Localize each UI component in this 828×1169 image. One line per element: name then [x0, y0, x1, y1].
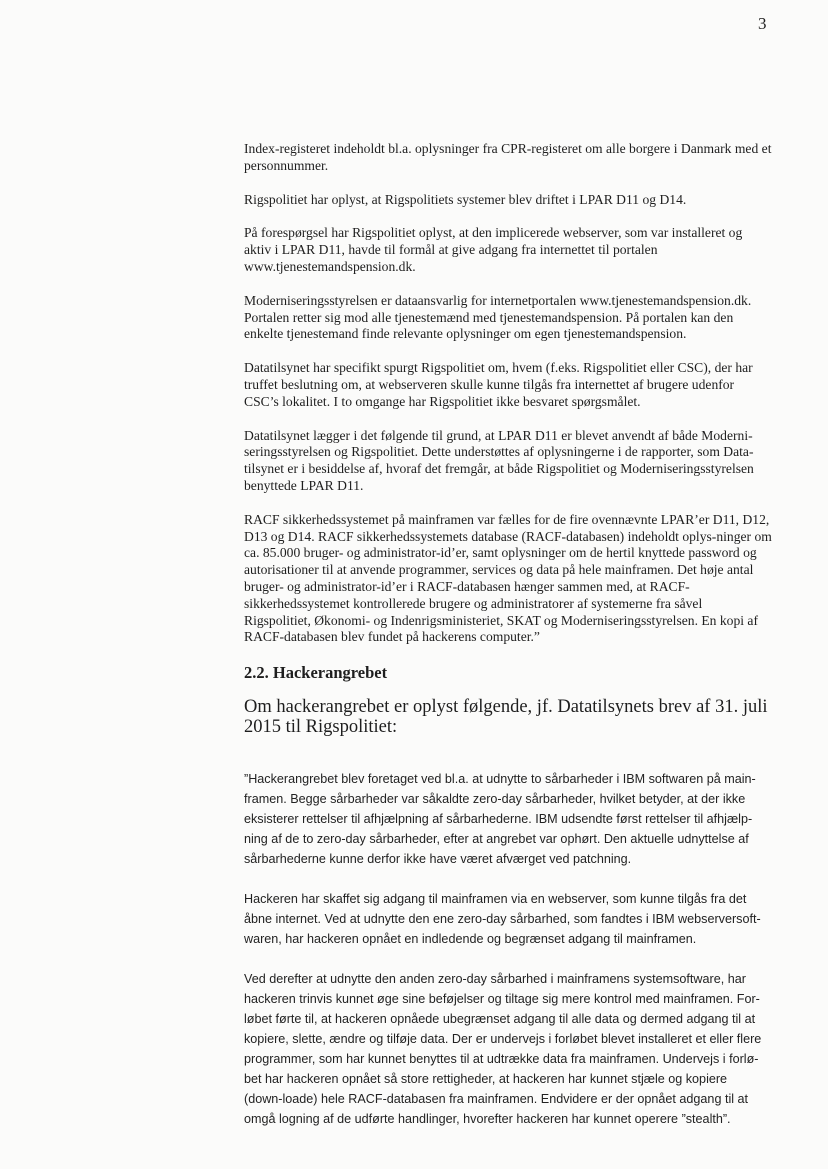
paragraph-datatilsynet-question: Datatilsynet har specifikt spurgt Rigspolitiet om, hvem (f.eks. Rigspolitiet eller CSC), der har truffet beslutning om, at webserveren skulle kunne tilgås fra internettet af brugere udenfor CSC’s lokalitet. I to omgange har Rigspolitiet ikke besvaret spørgsmålet.	[244, 360, 753, 409]
section-lead: Om hackerangrebet er oplyst følgende, jf. Datatilsynets brev af 31. juli 2015 til Rigspolitiet:	[244, 697, 768, 738]
paragraph-moderniseringsstyrelsen: Moderniseringsstyrelsen er dataansvarlig for internetportalen www.tjenestemandspension.dk. Portalen retter sig mod alle tjenestemænd med tjenestemandspension. På portalen kan den enkelte tjenestemand finde relevante oplysninger om egen tjenestemandspension.	[244, 292, 752, 342]
quote-paragraph: Ved derefter at udnytte den anden zero-day sårbarhed i mainframens systemsoftware, har hackeren trinvis kunnet øge sine beføjelser og tiltage sig mere kontrol med mainframen. For-løbet førte til, at hackeren opnåede ubegrænset adgang til alle data og dermed adgang til at kopiere, slette, ændre og tilføje data. Der er undervejs i forløbet blevet installeret et eller flere programmer, som har kunnet benyttes til at udtrække data fra mainframen. Undervejs i forlø-bet har hackeren opnået så store rettigheder, at hackeren har kunnet stjæle og kopiere (down-loade) hele RACF-databasen fra mainframen. Endvidere er der opnået adgang til at omgå logning af de udførte handlinger, hvorefter hackeren har kunnet operere ”stealth”.	[244, 972, 762, 1127]
quote-paragraph: ”Hackerangrebet blev foretaget ved bl.a. at udnytte to sårbarheder i IBM softwaren på main-framen. Begge sårbarheder var såkaldte zero-day sårbarheder, hvilket betyder, at der ikke eksisterer rettelser til afhjælpning af sårbarhederne. IBM udsendte først rettelser til afhjælp-ning af de to zero-day sårbarheder, efter at angrebet var ophørt. Den aktuelle udnyttelse af sårbarhederne kunne derfor ikke have været afværget ved patchning.	[244, 772, 756, 867]
paragraph-rigspolitiet-systems: Rigspolitiet har oplyst, at Rigspolitiets systemer blev driftet i LPAR D11 og D14.	[244, 191, 687, 207]
page-number: 3	[758, 14, 767, 33]
paragraph-racf: RACF sikkerhedssystemet på mainframen var fælles for de fire ovennævnte LPAR’er D11, D12, D13 og D14. RACF sikkerhedssystemets database (RACF-databasen) indeholdt oplys-ninger om ca. 85.000 bruger- og administrator-id’er, samt oplysninger om de hertil knyttede password og autorisationer til at anvende programmer, services og data på hele mainframen. Det høje antal bruger- og administrator-id’er i RACF-databasen hænger sammen med, at RACF-sikkerhedssystemet kontrollerede brugere og administratorer af systemerne fra såvel Rigspolitiet, Økonomi- og Indenrigsministeriet, SKAT og Moderniseringsstyrelsen. En kopi af RACF-databasen blev fundet på hackerens computer.”	[244, 511, 772, 645]
document-body	[244, 141, 772, 1149]
quote-paragraph: Hackeren har skaffet sig adgang til mainframen via en webserver, som kunne tilgås fra det åbne internet. Ved at udnytte den ene zero-day sårbarhed, som fandtes i IBM webserversoft-waren, har hackeren opnået en indledende og begrænset adgang til mainframen.	[244, 892, 761, 947]
paragraph-lpar-usage: Datatilsynet lægger i det følgende til grund, at LPAR D11 er blevet anvendt af både Moderni-seringsstyrelsen og Rigspolitiet. Dette understøttes af oplysningerne i de rapporter, som Data-tilsynet er i besiddelse af, hvoraf det fremgår, at både Rigspolitiet og Moderniseringsstyrelsen benyttede LPAR D11.	[244, 427, 754, 493]
paragraph-index-register: Index-registeret indeholdt bl.a. oplysninger fra CPR-registeret om alle borgere i Danmark med et personnummer.	[244, 141, 772, 173]
section-heading: 2.2. Hackerangrebet	[244, 663, 388, 683]
paragraph-webserver: På forespørgsel har Rigspolitiet oplyst, at den implicerede webserver, som var installeret og aktiv i LPAR D11, havde til formål at give adgang fra internettet til portalen www.tjenestemandspension.dk.	[244, 225, 743, 274]
